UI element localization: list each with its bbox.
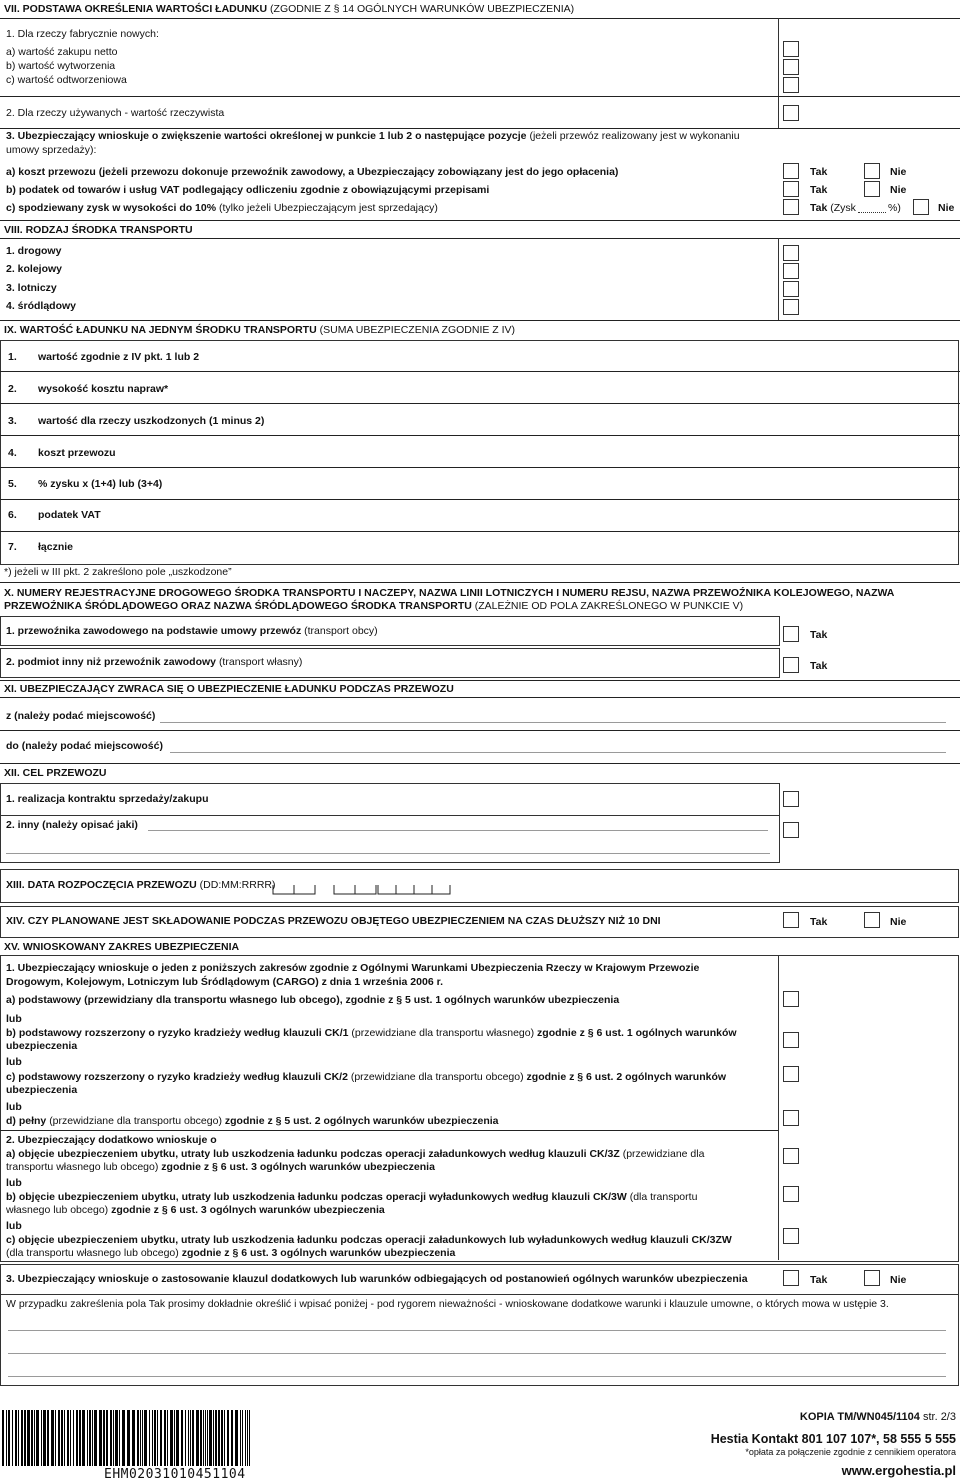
xv-c-checkbox[interactable]: [783, 1066, 799, 1082]
barcode-bar: [207, 1410, 208, 1466]
barcode-bar: [160, 1410, 162, 1466]
ix-footnote: *) jeżeli w III pkt. 2 zakreślono pole „uszkodzone”: [4, 566, 232, 578]
footer-kopia: KOPIA TM/WN045/1104: [799, 1411, 920, 1423]
barcode-bar: [157, 1410, 158, 1466]
viii-item-drogowy: 1. drogowy: [6, 245, 62, 257]
barcode-bar: [94, 1410, 97, 1466]
section-vii-title-note: (ZGODNIE Z § 14 OGÓLNYCH WARUNKÓW UBEZPIECZENIA): [270, 3, 575, 15]
vii-p3c-zysk-field[interactable]: [858, 212, 886, 213]
xi-to-label: do (należy podać miejscowość): [6, 740, 163, 752]
barcode-bar: [152, 1410, 153, 1466]
section-xii-title: XII. CEL PRZEWOZU: [4, 767, 107, 779]
vii-p3-note: (jeżeli przewóz realizowany jest w wykonaniu: [529, 130, 740, 142]
xv-p2c-label: c) objęcie ubezpieczeniem ubytku, utraty lub uszkodzenia ładunku podczas operacji załadunkowych lub wyładunkowych według klauzuli CK/3ZW: [6, 1234, 732, 1246]
xv-a-checkbox[interactable]: [783, 991, 799, 1007]
vii-p3a-label: a) koszt przewozu (jeżeli przewozu dokonuje przewoźnik zawodowy, a Ubezpieczający zobowiązany jest do jego opłacenia): [6, 166, 619, 178]
barcode-bar: [103, 1410, 105, 1466]
xv-p3-tak-checkbox[interactable]: [783, 1270, 799, 1286]
xv-b-label-line2: ubezpieczenia: [6, 1040, 78, 1052]
xv-p1-line1: 1. Ubezpieczający wnioskuje o jeden z poniższych zakresów zgodnie z Ogólnymi Warunkami Ubezpieczenia Rzeczy w Krajowym Przewozie: [6, 962, 700, 974]
barcode-bar: [76, 1410, 78, 1466]
xii-r2-label: 2. inny (należy opisać jaki): [6, 819, 138, 831]
vii-p1b-checkbox[interactable]: [783, 59, 799, 75]
vii-p3c-tak-checkbox[interactable]: [783, 199, 799, 215]
vii-p1a-label: a) wartość zakupu netto: [6, 46, 118, 58]
viii-item-srodladowy: 4. śródlądowy: [6, 300, 77, 312]
x-r2-note: (transport własny): [218, 656, 303, 668]
section-xiv-title: XIV. CZY PLANOWANE JEST SKŁADOWANIE PODCZAS PRZEWOZU OBJĘTEGO UBEZPIECZENIEM NA CZAS DŁUŻSZY NIŻ 10 DNI: [6, 915, 661, 927]
footer-page: str. 2/3: [922, 1411, 956, 1423]
vii-p2-label: 2. Dla rzeczy używanych - wartość rzeczywista: [6, 107, 225, 119]
xv-c-label-end: zgodnie z § 6 ust. 2 ogólnych warunków: [526, 1071, 727, 1083]
barcode-bar: [185, 1410, 186, 1466]
xv-p3-nie-label: Nie: [890, 1274, 907, 1286]
footer-oplata-note: *opłata za połączenie zgodnie z cennikiem operatora: [745, 1447, 956, 1457]
barcode-bar: [245, 1410, 246, 1466]
section-ix-title-note: (SUMA UBEZPIECZENIA ZGODNIE Z IV): [319, 324, 516, 336]
vii-p3c-tak-label: Tak: [810, 202, 828, 214]
barcode-bar: [92, 1410, 93, 1466]
barcode-bar: [154, 1410, 156, 1466]
vii-p3a-tak-checkbox[interactable]: [783, 163, 799, 179]
vii-p1-label: 1. Dla rzeczy fabrycznie nowych:: [6, 28, 159, 40]
barcode-bar: [34, 1410, 35, 1466]
section-x-title-line1: X. NUMERY REJESTRACYJNE DROGOWEGO ŚRODKA TRANSPORTU I NACZEPY, NAZWA LINII LOTNICZYCH I NUMERU REJSU, NAZWA PRZEWOŹNIKA KOLEJOWEGO, NAZWA: [4, 587, 895, 599]
xi-from-label: z (należy podać miejscowość): [6, 710, 156, 722]
barcode-bar: [127, 1410, 130, 1466]
ix-row-6-num: 6.: [8, 509, 17, 521]
xv-note-field-2[interactable]: [8, 1353, 946, 1354]
barcode-bar: [181, 1410, 183, 1466]
barcode-bar: [240, 1410, 241, 1466]
vii-p3-label: 3. Ubezpieczający wnioskuje o zwiększenie wartości określonej w punkcie 1 lub 2 o następujące pozycje: [6, 130, 527, 142]
barcode-bar: [21, 1410, 23, 1466]
barcode-bar: [110, 1410, 112, 1466]
barcode-bar: [192, 1410, 194, 1466]
vii-p3c-zysk-prefix: (Zysk: [830, 202, 856, 214]
vii-p3b-tak-label: Tak: [810, 184, 828, 196]
barcode-bar: [221, 1410, 223, 1466]
barcode-bar: [36, 1410, 39, 1466]
barcode-bar: [87, 1410, 88, 1466]
xv-c-label: c) podstawowy rozszerzony o ryzyko kradzieży według klauzuli CK/2: [6, 1071, 348, 1083]
barcode-bar: [170, 1410, 173, 1466]
xv-d-checkbox[interactable]: [783, 1110, 799, 1126]
viii-srodladowy-checkbox[interactable]: [783, 299, 799, 315]
barcode-bar: [188, 1410, 189, 1466]
xv-a-label: a) podstawowy (przewidziany dla transportu własnego lub obcego), zgodnie z § 5 ust. 1 ogólnych warunków ubezpieczenia: [6, 994, 620, 1006]
xv-p3-tak-label: Tak: [810, 1274, 828, 1286]
ix-row-4-label: koszt przewozu: [38, 447, 116, 459]
barcode-bar: [140, 1410, 141, 1466]
footer-hestia-kontakt: Hestia Kontakt 801 107 107*, 58 555 5 555: [710, 1432, 956, 1446]
barcode-bar: [203, 1410, 204, 1466]
barcode-bar: [174, 1410, 175, 1466]
vii-p1c-checkbox[interactable]: [783, 77, 799, 93]
vii-p3a-nie-label: Nie: [890, 166, 907, 178]
x-r2-tak-checkbox[interactable]: [783, 657, 799, 673]
barcode-bar: [18, 1410, 19, 1466]
xv-p2b-label-end: zgodnie z § 6 ust. 3 ogólnych warunków ubezpieczenia: [111, 1204, 385, 1216]
xv-c-label-line2: ubezpieczenia: [6, 1084, 78, 1096]
xv-c-note: (przewidziane dla transportu obcego): [350, 1071, 524, 1083]
barcode-bar: [235, 1410, 238, 1466]
xv-note-field-1[interactable]: [8, 1330, 946, 1331]
xv-b-label: b) podstawowy rozszerzony o ryzyko kradzieży według klauzuli CK/1: [6, 1027, 349, 1039]
vii-p2-checkbox[interactable]: [783, 105, 799, 121]
ix-row-2-label: wysokość kosztu napraw*: [38, 383, 169, 395]
barcode-bar: [122, 1410, 125, 1466]
barcode-bar: [31, 1410, 33, 1466]
vii-p3c-nie-checkbox[interactable]: [913, 199, 929, 215]
section-viii-title: VIII. RODZAJ ŚRODKA TRANSPORTU: [4, 224, 193, 236]
viii-item-kolejowy: 2. kolejowy: [6, 263, 63, 275]
barcode-bar: [176, 1410, 179, 1466]
section-xi-title: XI. UBEZPIECZAJĄCY ZWRACA SIĘ O UBEZPIECZENIE ŁADUNKU PODCZAS PRZEWOZU: [4, 683, 454, 695]
barcode-bar: [27, 1410, 30, 1466]
xv-p1-line2: Drogowym, Kolejowym, Lotniczym lub Śródlądowym (CARGO) z dnia 1 września 2006 r.: [6, 976, 444, 988]
barcode-bar: [113, 1410, 114, 1466]
barcode-bar: [144, 1410, 147, 1466]
barcode-bar: [196, 1410, 199, 1466]
barcode-bar: [164, 1410, 166, 1466]
xii-r2-field-line2[interactable]: [6, 853, 770, 854]
barcode-bar: [43, 1410, 46, 1466]
section-x-title-note: (ZALEŻNIE OD POLA ZAKREŚLONEGO W PUNKCIE V): [474, 600, 744, 612]
barcode-bar: [64, 1410, 65, 1466]
barcode-bar: [89, 1410, 91, 1466]
vii-p3c-nie-label: Nie: [938, 202, 955, 214]
x-r1-tak-label: Tak: [810, 629, 828, 641]
section-xiii-title-note: (DD:MM:RRRR): [199, 879, 276, 891]
barcode-bar: [224, 1410, 225, 1466]
barcode-bar: [132, 1410, 135, 1466]
barcode-bar: [167, 1410, 168, 1466]
section-xv-title: XV. WNIOSKOWANY ZAKRES UBEZPIECZENIA: [4, 941, 240, 953]
barcode-bar: [205, 1410, 206, 1466]
vii-p3a-tak-label: Tak: [810, 166, 828, 178]
barcode-bar: [137, 1410, 139, 1466]
barcode-bar: [227, 1410, 229, 1466]
barcode-bar: [73, 1410, 74, 1466]
vii-p3b-label: b) podatek od towarów i usług VAT podlegający odliczeniu zgodnie z obowiązującymi przepisami: [6, 184, 490, 196]
barcode-bar: [82, 1410, 85, 1466]
vii-p1b-label: b) wartość wytworzenia: [6, 60, 116, 72]
vii-p1a-checkbox[interactable]: [783, 41, 799, 57]
barcode-text: EHM02031010451104: [104, 1467, 246, 1482]
xv-p3-label: 3. Ubezpieczający wnioskuje o zastosowanie klauzul dodatkowych lub warunków odbiegających od postanowień ogólnych warunków ubezpieczenia: [6, 1273, 748, 1285]
barcode-bar: [200, 1410, 202, 1466]
viii-kolejowy-checkbox[interactable]: [783, 263, 799, 279]
barcode-bar: [119, 1410, 120, 1466]
section-ix-title: IX. WARTOŚĆ ŁADUNKU NA JEDNYM ŚRODKU TRANSPORTU: [4, 324, 317, 336]
vii-p3c-zysk-suffix: %): [888, 202, 901, 214]
x-r2-tak-label: Tak: [810, 660, 828, 672]
xv-note-field-3[interactable]: [8, 1376, 946, 1377]
xiv-nie-label: Nie: [890, 916, 907, 928]
barcode-bar: [79, 1410, 81, 1466]
xv-p2a-checkbox[interactable]: [783, 1148, 799, 1164]
xv-p2b-note: (dla transportu: [629, 1191, 698, 1203]
section-x-title-line2: PRZEWOŹNIKA ŚRÓDLĄDOWEGO ORAZ NAZWA ŚRÓDLĄDOWEGO ŚRODKA TRANSPORTU: [4, 600, 472, 612]
xv-p2-label: 2. Ubezpieczający dodatkowo wnioskuje o: [6, 1134, 217, 1146]
ix-row-1-label: wartość zgodnie z IV pkt. 1 lub 2: [38, 351, 200, 363]
vii-p3b-nie-checkbox[interactable]: [864, 181, 880, 197]
xv-p2a-label-line2: transportu własnego lub obcego): [6, 1161, 159, 1173]
barcode-bar: [2, 1410, 4, 1466]
barcode-bar: [8, 1410, 10, 1466]
barcode-bar: [231, 1410, 233, 1466]
barcode-bar: [6, 1410, 7, 1466]
xv-p2a-note: (przewidziane dla: [622, 1148, 705, 1160]
vii-p3-note2: umowy sprzedaży):: [6, 144, 97, 156]
xv-p2b-label-line2: własnego lub obcego): [6, 1204, 109, 1216]
xv-p2b-checkbox[interactable]: [783, 1186, 799, 1202]
xv-p2a-label: a) objęcie ubezpieczeniem ubytku, utraty lub uszkodzenia ładunku podczas operacji załadunkowych według klauzuli CK/3Z: [6, 1148, 620, 1160]
xv-p2c-label-line2: (dla transportu własnego lub obcego): [6, 1247, 179, 1259]
ix-row-3-num: 3.: [8, 415, 17, 427]
barcode-bar: [190, 1410, 191, 1466]
vii-p1c-label: c) wartość odtworzeniowa: [6, 74, 127, 86]
xiv-tak-label: Tak: [810, 916, 828, 928]
viii-lotniczy-checkbox[interactable]: [783, 281, 799, 297]
xiv-nie-checkbox[interactable]: [864, 912, 880, 928]
xv-lub-3: lub: [6, 1101, 22, 1113]
barcode-bar: [247, 1410, 248, 1466]
barcode-bar: [61, 1410, 63, 1466]
ix-row-7-label: łącznie: [38, 541, 74, 553]
ix-row-3-label: wartość dla rzeczy uszkodzonych (1 minus 2): [38, 415, 265, 427]
barcode-bar: [106, 1410, 108, 1466]
footer-website-link[interactable]: www.ergohestia.pl: [841, 1463, 956, 1478]
xv-p2c-checkbox[interactable]: [783, 1228, 799, 1244]
barcode-bar: [149, 1410, 150, 1466]
barcode-bar: [12, 1410, 13, 1466]
barcode-bar: [70, 1410, 71, 1466]
xv-lub-5: lub: [6, 1220, 22, 1232]
vii-p3b-nie-label: Nie: [890, 184, 907, 196]
vii-p3b-tak-checkbox[interactable]: [783, 181, 799, 197]
xi-from-field[interactable]: [160, 722, 946, 723]
barcode-bar: [41, 1410, 42, 1466]
xii-r1-label: 1. realizacja kontraktu sprzedaży/zakupu: [6, 793, 209, 805]
xv-lub-2: lub: [6, 1056, 22, 1068]
xv-lub-4: lub: [6, 1177, 22, 1189]
barcode-bar: [47, 1410, 49, 1466]
x-r1-label: 1. przewoźnika zawodowego na podstawie umowy przewóz: [6, 625, 302, 637]
barcode-bar: [209, 1410, 212, 1466]
section-xiii-title: XIII. DATA ROZPOCZĘCIA PRZEWOZU: [6, 879, 197, 891]
vii-p3c-note: (tylko jeżeli Ubezpieczającym jest sprzedający): [219, 202, 438, 214]
xv-d-label-end: zgodnie z § 5 ust. 2 ogólnych warunków ubezpieczenia: [224, 1115, 499, 1127]
barcode-bar: [115, 1410, 118, 1466]
barcode-bar: [99, 1410, 102, 1466]
barcode-bar: [67, 1410, 69, 1466]
xv-d-note: (przewidziane dla transportu obcego): [49, 1115, 222, 1127]
barcode-bar: [142, 1410, 143, 1466]
x-r1-note: (transport obcy): [304, 625, 378, 637]
xv-b-label-end: zgodnie z § 6 ust. 1 ogólnych warunków: [537, 1027, 737, 1039]
barcode-bar: [218, 1410, 220, 1466]
xv-p3-nie-checkbox[interactable]: [864, 1270, 880, 1286]
xii-r2-field[interactable]: [148, 830, 768, 831]
barcode-bar: [24, 1410, 26, 1466]
xiii-date-field[interactable]: [272, 880, 462, 896]
xv-p2a-label-end: zgodnie z § 6 ust. 3 ogólnych warunków ubezpieczenia: [161, 1161, 435, 1173]
xii-r2-checkbox[interactable]: [783, 822, 799, 838]
viii-item-lotniczy: 3. lotniczy: [6, 282, 57, 294]
barcode-bar: [51, 1410, 54, 1466]
section-vii-title: VII. PODSTAWA OKREŚLENIA WARTOŚCI ŁADUNKU: [4, 3, 268, 15]
barcode-bar: [242, 1410, 243, 1466]
ix-row-2-num: 2.: [8, 383, 17, 395]
ix-row-4-num: 4.: [8, 447, 17, 459]
x-r1-tak-checkbox[interactable]: [783, 626, 799, 642]
xv-b-checkbox[interactable]: [783, 1032, 799, 1048]
xv-p2c-label-end: zgodnie z § 6 ust. 3 ogólnych warunków ubezpieczenia: [181, 1247, 456, 1259]
barcode-bar: [58, 1410, 60, 1466]
barcode-bar: [215, 1410, 217, 1466]
ix-row-5-num: 5.: [8, 478, 17, 490]
xv-lub-1: lub: [6, 1013, 22, 1025]
xv-b-note: (przewidziane dla transportu własnego): [351, 1027, 535, 1039]
ix-row-7-num: 7.: [8, 541, 17, 553]
ix-row-5-label: % zysku x (1+4) lub (3+4): [38, 478, 163, 490]
viii-drogowy-checkbox[interactable]: [783, 245, 799, 261]
barcode-bar: [15, 1410, 17, 1466]
xv-note: W przypadku zakreślenia pola Tak prosimy dokładnie określić i wpisać poniżej - pod rygorem nieważności - wnioskowane dodatkowe warunki i klauzule umowne, o których mowa w ustępie 3.: [6, 1298, 889, 1310]
ix-row-6-label: podatek VAT: [38, 509, 101, 521]
xi-to-field[interactable]: [170, 752, 946, 753]
barcode-image: [2, 1410, 252, 1470]
xv-d-label: d) pełny: [6, 1115, 47, 1127]
xii-r1-checkbox[interactable]: [783, 791, 799, 807]
vii-p3c-label: c) spodziewany zysk w wysokości do 10%: [6, 202, 217, 214]
barcode-bar: [213, 1410, 214, 1466]
barcode-bar: [249, 1410, 250, 1466]
vii-p3a-nie-checkbox[interactable]: [864, 163, 880, 179]
barcode-bar: [55, 1410, 56, 1466]
xiv-tak-checkbox[interactable]: [783, 912, 799, 928]
x-r2-label: 2. podmiot inny niż przewoźnik zawodowy: [6, 656, 217, 668]
ix-row-1-num: 1.: [8, 351, 17, 363]
xv-p2b-label: b) objęcie ubezpieczeniem ubytku, utraty lub uszkodzenia ładunku podczas operacji wyładunkowych według klauzuli CK/3W: [6, 1191, 627, 1203]
